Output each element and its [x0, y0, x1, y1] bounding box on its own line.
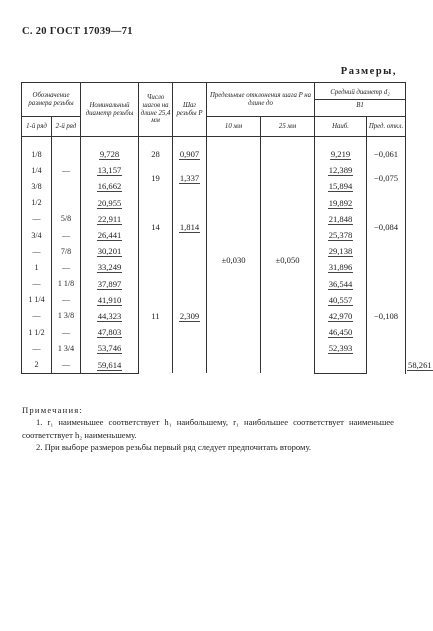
mean-cell — [315, 162, 367, 178]
nominal-diameter: 9,728 — [99, 149, 120, 160]
nominal-cell — [81, 137, 139, 163]
nominal-diameter: 59,614 — [97, 359, 122, 370]
row1-size: 1/4 — [22, 162, 52, 178]
table-row — [22, 137, 406, 163]
nominal-diameter: 16,662 — [97, 181, 122, 192]
nominal-cell — [81, 162, 139, 178]
row1-size: 1 1/4 — [22, 292, 52, 308]
header-threads-per-inch: Число шагов на длине 25,4 мм — [139, 83, 173, 137]
pitch-cell — [173, 259, 207, 373]
dev-25mm-value: ±0,050 — [261, 137, 315, 374]
mean-diameter: 52,393 — [328, 343, 353, 354]
threads-count: 28 — [139, 137, 173, 163]
mean-diameter: 46,450 — [328, 327, 353, 338]
nominal-diameter: 53,746 — [97, 343, 122, 354]
section-title: Размеры, — [340, 66, 397, 77]
row2-size — [52, 137, 81, 163]
tolerance-value: −0,075 — [367, 162, 406, 194]
nominal-cell — [81, 356, 139, 373]
mean-cell — [315, 195, 367, 211]
tolerance-value: −0,108 — [367, 259, 406, 373]
row2-size: 1 1/8 — [52, 276, 81, 292]
row2-size: 1 3/4 — [52, 340, 81, 356]
nominal-cell — [81, 227, 139, 243]
nominal-diameter: 33,249 — [97, 262, 122, 273]
mean-diameter: 12,389 — [328, 165, 353, 176]
note-1: 1. r₁ наименьшее соответствует h₁ наибольшему, r₁ наибольшее соответствует наименьшее соответствует h₂ наименьшему. — [22, 417, 394, 440]
mean-diameter: 15,894 — [328, 181, 353, 192]
nominal-cell — [81, 243, 139, 259]
nominal-cell — [81, 178, 139, 194]
mean-diameter: 25,378 — [328, 230, 353, 241]
row2-size: — — [52, 324, 81, 340]
header-pitch: Шаг резьбы P — [173, 83, 207, 137]
row2-size: 1 3/8 — [52, 308, 81, 324]
notes-title: Примечания: — [22, 405, 84, 415]
row2-size: — — [52, 356, 81, 373]
row2-size: — — [52, 259, 81, 275]
empty-cell — [315, 356, 367, 373]
mean-cell — [315, 324, 367, 340]
row2-size: — — [52, 162, 81, 178]
mean-cell — [315, 227, 367, 243]
header-tolerance-class: B1 — [314, 99, 406, 110]
nominal-cell — [81, 195, 139, 211]
tolerance-value: −0,061 — [367, 137, 406, 163]
header-row2: 2-й ряд — [52, 117, 81, 137]
threads-count: 11 — [139, 259, 173, 373]
mean-cell — [315, 259, 367, 275]
row1-size: 1/2 — [22, 195, 52, 211]
nominal-cell — [81, 276, 139, 292]
pitch-value: 1,814 — [179, 221, 200, 232]
mean-diameter: 19,892 — [328, 197, 353, 208]
nominal-diameter: 37,897 — [97, 278, 122, 289]
row2-size — [52, 195, 81, 211]
row1-size: — — [22, 308, 52, 324]
pitch-value: 1,337 — [179, 173, 200, 184]
nominal-diameter: 44,323 — [97, 310, 122, 321]
tolerance-value: −0,084 — [367, 195, 406, 260]
mean-cell — [315, 137, 367, 163]
mean-diameter: 21,848 — [328, 213, 353, 224]
header-mean-diameter — [315, 83, 406, 117]
header-designation: Обозначение размера резьбы — [22, 83, 81, 117]
row1-size: 1 — [22, 259, 52, 275]
mean-diameter: 29,138 — [328, 246, 353, 257]
nominal-cell — [81, 324, 139, 340]
pitch-cell — [173, 195, 207, 260]
mean-diameter: 31,896 — [328, 262, 353, 273]
header-tolerance: Пред. откл. — [367, 117, 406, 137]
header-largest: Наиб. — [315, 117, 367, 137]
nominal-diameter: 30,201 — [97, 246, 122, 257]
mean-cell — [315, 308, 367, 324]
note-2: 2. При выборе размеров резьбы первый ряд следует предпочитать второму. — [36, 442, 312, 453]
mean-cell — [315, 276, 367, 292]
nominal-diameter: 26,441 — [97, 230, 122, 241]
header-dev-25mm: 25 мм — [261, 117, 315, 137]
nominal-cell — [81, 259, 139, 275]
nominal-cell — [81, 211, 139, 227]
nominal-diameter: 20,955 — [97, 197, 122, 208]
header-nominal-diameter: Номинальный диаметр резьбы — [81, 83, 139, 137]
threads-count: 19 — [139, 162, 173, 194]
row1-size: — — [22, 243, 52, 259]
nominal-cell — [81, 308, 139, 324]
row1-size: — — [22, 340, 52, 356]
row1-size: 2 — [22, 356, 52, 373]
pitch-value: 2,309 — [179, 311, 200, 322]
nominal-diameter: 22,911 — [97, 213, 122, 224]
pitch-cell — [173, 162, 207, 194]
mean-cell — [315, 340, 367, 356]
nominal-cell — [81, 340, 139, 356]
nominal-diameter: 47,803 — [97, 327, 122, 338]
threads-count: 14 — [139, 195, 173, 260]
row2-size: — — [52, 292, 81, 308]
nominal-diameter: 41,910 — [97, 294, 122, 305]
mean-cell — [315, 243, 367, 259]
dev-10mm-value: ±0,030 — [207, 137, 261, 374]
mean-cell — [315, 211, 367, 227]
mean-diameter: 42,970 — [328, 310, 353, 321]
row2-size — [52, 178, 81, 194]
mean-cell — [315, 178, 367, 194]
row2-size: — — [52, 227, 81, 243]
mean-diameter: 9,219 — [330, 149, 351, 160]
mean-cell — [315, 292, 367, 308]
notes — [22, 404, 394, 454]
row1-size: — — [22, 211, 52, 227]
row1-size: 1/8 — [22, 137, 52, 163]
row1-size: 1 1/2 — [22, 324, 52, 340]
row2-size: 5/8 — [52, 211, 81, 227]
nominal-diameter: 13,157 — [97, 165, 122, 176]
header-mean-diameter-label: Средний диаметр d₂ — [330, 89, 390, 97]
header-dev-10mm: 10 мм — [207, 117, 261, 137]
row2-size: 7/8 — [52, 243, 81, 259]
row1-size: — — [22, 276, 52, 292]
nominal-cell — [81, 292, 139, 308]
mean-diameter: 40,557 — [328, 294, 353, 305]
header-pitch-deviations: Предельные отклонения шага P на длине до — [207, 83, 315, 117]
mean-diameter: 58,261 — [408, 359, 432, 370]
pitch-cell — [173, 137, 207, 163]
row1-size: 3/8 — [22, 178, 52, 194]
page-header: С. 20 ГОСТ 17039—71 — [22, 26, 133, 37]
header-row1: 1-й ряд — [22, 117, 52, 137]
row1-size: 3/4 — [22, 227, 52, 243]
pitch-value: 0,907 — [179, 149, 200, 160]
thread-dimensions-table — [21, 82, 432, 374]
mean-diameter: 36,544 — [328, 278, 353, 289]
